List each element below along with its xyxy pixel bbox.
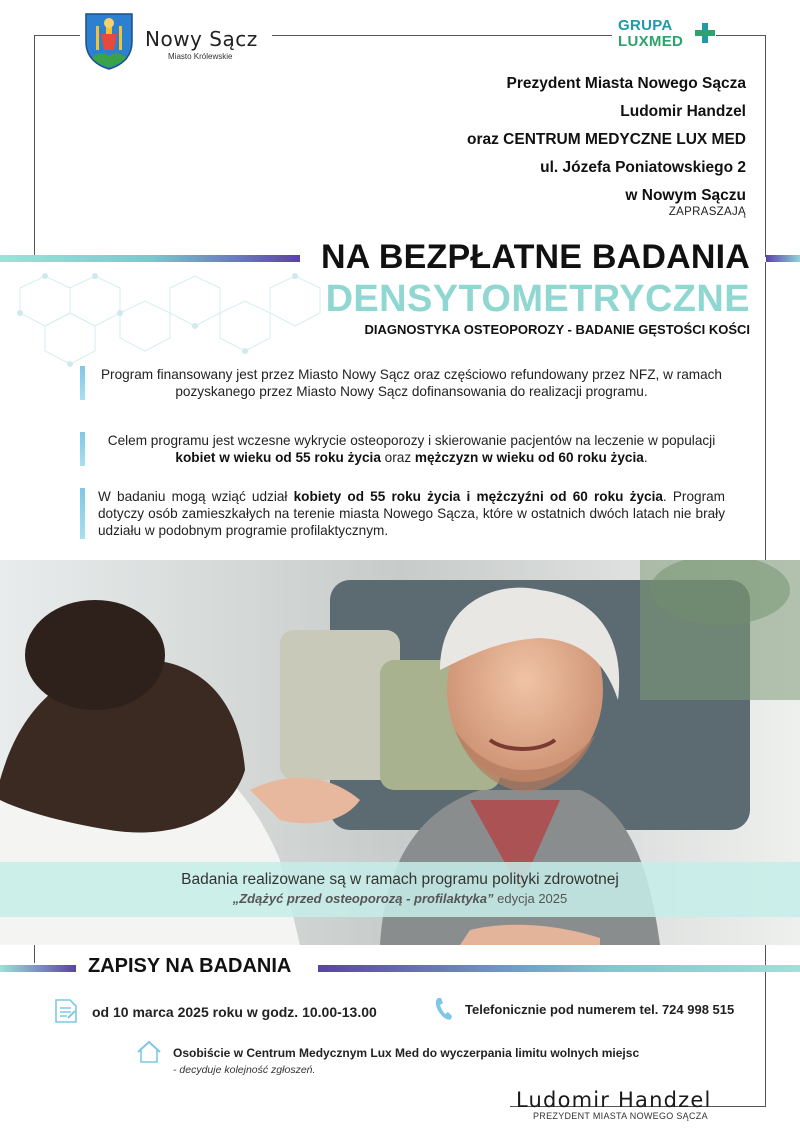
- frame-bottom-left: [34, 945, 35, 963]
- frame-top-mid: [272, 35, 612, 36]
- organizers-block: [467, 70, 746, 210]
- paragraph-bold: kobiety od 55 roku życia i mężczyźni od 60 roku życia: [293, 489, 663, 504]
- program-band-line1: Badania realizowane są w ramach programu polityki zdrowotnej: [181, 871, 619, 888]
- registration-title: ZAPISY NA BADANIA: [88, 955, 292, 977]
- invite-text: ZAPRASZAJĄ: [668, 206, 746, 218]
- frame-left: [34, 35, 35, 260]
- house-icon: [136, 1040, 162, 1064]
- paragraph-text: .: [643, 450, 648, 465]
- organizer-line: w Nowym Sączu: [625, 187, 746, 204]
- paragraph-funding: Program finansowany jest przez Miasto Nowy Sącz oraz częściowo refundowany przez NFZ, w ramach pozyskanego przez Miasto Nowy Sącz dofinansowania do realizacji programu.: [80, 366, 725, 400]
- paragraph-text: Celem programu jest wczesne wykrycie osteoporozy i skierowanie pacjentów na leczenie w populacji: [107, 433, 716, 448]
- headline-line1: NA BEZPŁATNE BADANIA: [321, 238, 750, 276]
- registration-stripe-left: [0, 965, 76, 972]
- paragraph-text: . Program dotyczy osób zamieszkałych na terenie miasta Nowego Sącza, które w ostatnich dwóch latach nie brały udziału w podobnym programie profilaktycznym.: [98, 489, 725, 538]
- paragraph-eligibility: [80, 488, 725, 539]
- organizer-line: Ludomir Handzel: [620, 103, 746, 120]
- program-edition: edycja 2025: [497, 891, 568, 906]
- signature-role: PREZYDENT MIASTA NOWEGO SĄCZA: [533, 1111, 708, 1121]
- headline-stripe-right: [766, 255, 800, 262]
- paragraph-text: oraz: [380, 450, 415, 465]
- registration-stripe-right: [318, 965, 800, 972]
- paragraph-text: W badaniu mogą wziąć udział: [98, 489, 294, 504]
- luxmed-logo-line2: LUXMED: [618, 33, 684, 50]
- city-subtitle: Miasto Królewskie: [168, 52, 233, 61]
- luxmed-plus-icon: [694, 22, 716, 44]
- program-band-line2: [0, 891, 800, 906]
- luxmed-logo: [612, 18, 712, 52]
- registration-date: od 10 marca 2025 roku w godz. 10.00-13.00: [92, 1004, 377, 1020]
- city-name: Nowy Sącz: [145, 27, 258, 51]
- phone-icon: [434, 996, 454, 1022]
- frame-right-lower: [765, 262, 766, 560]
- program-band: [0, 862, 800, 917]
- headline-stripe-left: [0, 255, 300, 262]
- program-name: „Zdążyć przed osteoporozą - profilaktyka”: [232, 891, 494, 906]
- headline-line2: DENSYTOMETRYCZNE: [325, 278, 750, 320]
- paragraph-bold: mężczyzn w wieku od 60 roku życia: [414, 450, 644, 465]
- frame-right: [765, 35, 766, 257]
- registration-inperson: Osobiście w Centrum Medycznym Lux Med do wyczerpania limitu wolnych miejsc: [173, 1046, 640, 1060]
- frame-top-right: [716, 35, 766, 36]
- registration-inperson-note: - decyduje kolejność zgłoszeń.: [173, 1064, 316, 1076]
- paragraph-bold: kobiet w wieku od 55 roku życia: [175, 450, 381, 465]
- organizer-line: ul. Józefa Poniatowskiego 2: [540, 159, 746, 176]
- paragraph-goal: [80, 432, 725, 466]
- organizer-line: Prezydent Miasta Nowego Sącza: [506, 75, 746, 92]
- registration-phone: Telefonicznie pod numerem tel. 724 998 515: [465, 1002, 735, 1017]
- document-icon: [54, 998, 78, 1024]
- coat-of-arms-icon: [84, 12, 134, 70]
- luxmed-logo-line1: GRUPA: [618, 17, 673, 34]
- organizer-line: oraz CENTRUM MEDYCZNE LUX MED: [466, 131, 746, 148]
- headline-subtitle: DIAGNOSTYKA OSTEOPOROZY - BADANIE GĘSTOŚCI KOŚCI: [364, 322, 750, 337]
- signature-name: Ludomir Handzel: [516, 1088, 712, 1112]
- frame-top-left: [34, 35, 80, 36]
